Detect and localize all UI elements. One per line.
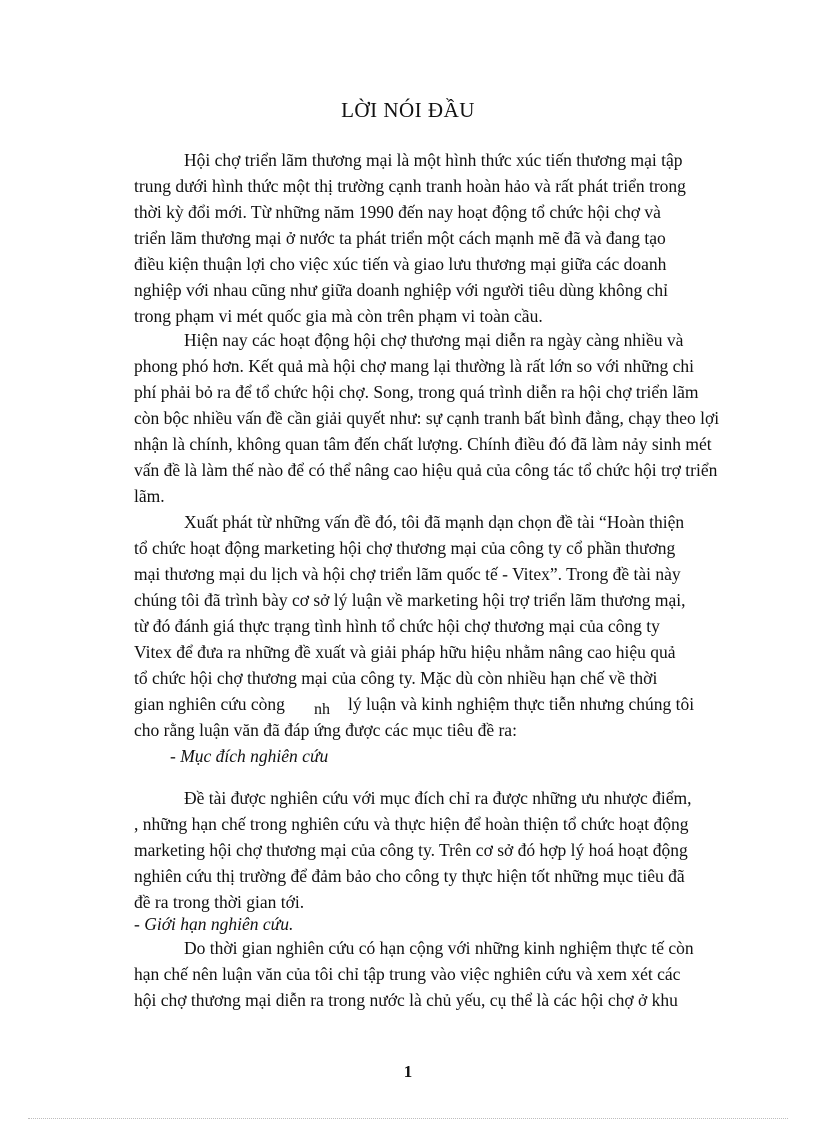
section-heading: - Giới hạn nghiên cứu. (134, 914, 294, 934)
text-line: Đề tài được nghiên cứu với mục đích chỉ ra được những ưu nhược điểm, (184, 788, 692, 808)
text-line: từ đó đánh giá thực trạng tình hình tổ chức hội chợ thương mại của công ty (134, 616, 660, 636)
text-line: Hội chợ triển lãm thương mại là một hình thức xúc tiến thương mại tập (184, 150, 683, 170)
text-line: triển lãm thương mại ở nước ta phát triển một cách mạnh mẽ đã và đang tạo (134, 228, 666, 248)
text-line: thời kỳ đổi mới. Từ những năm 1990 đến nay hoạt động tổ chức hội chợ và (134, 202, 661, 222)
section-heading: - Mục đích nghiên cứu (170, 746, 329, 766)
text-line: còn bộc nhiều vấn đề cần giải quyết như: sự cạnh tranh bất bình đẳng, chạy theo lợi (134, 408, 720, 428)
text-line: mại thương mại du lịch và hội chợ triển lãm quốc tế - Vitex”. Trong đề tài này (134, 564, 681, 584)
text-line: , những hạn chế trong nghiên cứu và thực hiện để hoàn thiện tổ chức hoạt động (134, 814, 689, 834)
text-line: trong phạm vi mét quốc gia mà còn trên phạm vi toàn cầu. (134, 306, 543, 326)
text-line: nghiệp với nhau cũng như giữa doanh nghiệp với người tiêu dùng không chỉ (134, 280, 668, 300)
text-line: chúng tôi đã trình bày cơ sở lý luận về marketing hội trợ triển lãm thương mại, (134, 590, 686, 610)
text-line: hội chợ thương mại diễn ra trong nước là chủ yếu, cụ thể là các hội chợ ở khu (134, 990, 678, 1010)
text-line: vấn đề là làm thế nào để có thể nâng cao hiệu quả của công tác tổ chức hội trợ triển (134, 460, 718, 480)
text-line: đề ra trong thời gian tới. (134, 892, 305, 912)
text-line: lý luận và kinh nghiệm thực tiễn nhưng chúng tôi (348, 694, 695, 714)
text-line: Hiện nay các hoạt động hội chợ thương mại diễn ra ngày càng nhiều và (184, 330, 684, 350)
text-line: Xuất phát từ những vấn đề đó, tôi đã mạnh dạn chọn đề tài “Hoàn thiện (184, 512, 685, 532)
text-line: nghiên cứu thị trường để đảm bảo cho công ty thực hiện tốt những mục tiêu đã (134, 866, 685, 886)
text-line: tổ chức hội chợ thương mại của công ty. Mặc dù còn nhiều hạn chế về thời (134, 668, 658, 688)
text-line: tổ chức hoạt động marketing hội chợ thương mại của công ty cổ phần thương (134, 538, 676, 558)
text-line: lãm. (134, 486, 165, 506)
page-title: LỜI NÓI ĐẦU (341, 98, 475, 122)
page-break-divider (28, 1118, 788, 1119)
text-line: cho rằng luận văn đã đáp ứng được các mục tiêu đề ra: (134, 720, 517, 740)
inserted-text: nh (314, 701, 330, 718)
text-line: gian nghiên cứu còng (134, 694, 285, 714)
text-line: hạn chế nên luận văn của tôi chỉ tập trung vào việc nghiên cứu và xem xét các (134, 964, 681, 984)
text-line: Vitex để đưa ra những đề xuất và giải pháp hữu hiệu nhằm nâng cao hiệu quả (134, 642, 676, 662)
text-line: marketing hội chợ thương mại của công ty. Trên cơ sở đó hợp lý hoá hoạt động (134, 840, 688, 860)
text-line: phí phải bỏ ra để tổ chức hội chợ. Song, trong quá trình diễn ra hội chợ triển lãm (134, 382, 699, 402)
text-line: nhận là chính, không quan tâm đến chất lượng. Chính điều đó đã làm nảy sinh mét (134, 434, 712, 454)
text-line: phong phó hơn. Kết quả mà hội chợ mang lại thường là rất lớn so với những chi (134, 356, 695, 376)
text-line: Do thời gian nghiên cứu có hạn cộng với những kinh nghiệm thực tế còn (184, 938, 694, 958)
text-line: trung dưới hình thức một thị trường cạnh tranh hoàn hảo và rất phát triển trong (134, 176, 686, 196)
text-line: điều kiện thuận lợi cho việc xúc tiến và giao lưu thương mại giữa các doanh (134, 254, 667, 274)
page-number: 1 (403, 1062, 413, 1081)
